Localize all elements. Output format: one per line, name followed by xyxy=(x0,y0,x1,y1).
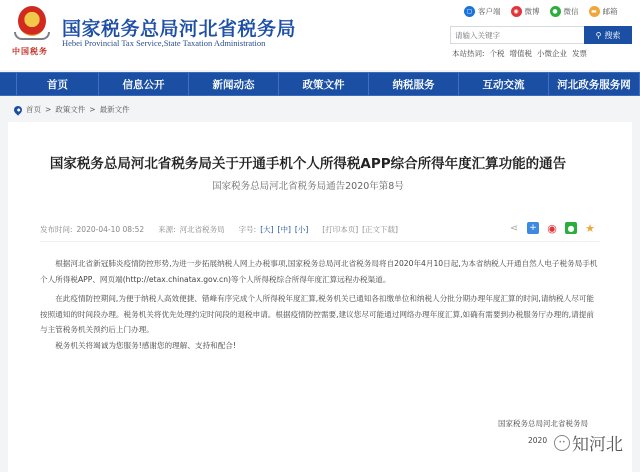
social-links xyxy=(464,6,618,17)
font-medium-button[interactable]: [中] xyxy=(277,225,291,234)
logo-script-text: 中国税务 xyxy=(12,46,48,56)
print-button[interactable]: [打印本页] xyxy=(322,225,359,234)
article-title: 国家税务总局河北省税务局关于开通手机个人所得税APP综合所得年度汇算功能的通告 xyxy=(49,156,567,172)
tax-emblem-logo[interactable] xyxy=(12,6,52,64)
signature-org: 国家税务总局河北省税务局 xyxy=(498,419,588,428)
main-nav xyxy=(0,72,640,96)
mail-icon: ▬ xyxy=(589,6,600,17)
nav-item-policy[interactable]: 政策文件 xyxy=(278,73,368,95)
site-title[interactable]: 国家税务总局河北省税务局 xyxy=(62,18,297,40)
search-input[interactable] xyxy=(450,26,584,44)
favorite-star-icon[interactable]: ★ xyxy=(585,221,595,235)
source-label: 来源: xyxy=(158,225,176,234)
signature-date: 2020 xyxy=(528,436,548,445)
breadcrumb-home[interactable]: 首页 xyxy=(26,105,41,114)
search-bar xyxy=(450,26,632,44)
source-value: 河北省税务局 xyxy=(179,225,225,234)
location-pin-icon xyxy=(12,104,23,115)
nav-item-news[interactable]: 新闻动态 xyxy=(188,73,278,95)
site-header xyxy=(0,0,640,70)
hot-keyword-link[interactable]: 发票 xyxy=(572,49,588,58)
publish-label: 发布时间: xyxy=(40,225,73,234)
breadcrumb-policy[interactable]: 政策文件 xyxy=(55,105,86,114)
paragraph: 根据河北省新冠肺炎疫情防控形势,为进一步拓展纳税人网上办税事项,国家税务总局河北省税务局将自2020年4月10日起,为本省纳税人开通自然人电子税务局手机个人所得税APP、网页端(http://etax.chinatax.gov.cn)等个人所得税综合所得年度汇算远程办税渠道。 xyxy=(40,259,598,284)
social-label: 客户端 xyxy=(478,7,501,16)
download-button[interactable]: [正文下载] xyxy=(362,225,398,234)
weibo-share-icon[interactable]: ◉ xyxy=(547,221,557,235)
nav-spacer xyxy=(0,73,16,95)
hot-keyword-link[interactable]: 个税 xyxy=(489,49,505,58)
social-wechat-link[interactable] xyxy=(550,6,579,17)
wechat-icon: ● xyxy=(550,6,561,17)
search-button-label: 搜索 xyxy=(604,30,621,40)
font-large-button[interactable]: [大] xyxy=(260,225,274,234)
wechat-share-icon[interactable]: ● xyxy=(565,222,577,234)
paragraph: 在此疫情防控期间,为便于纳税人高效便捷、错峰有序完成个人所得税年度汇算,税务机关已通知各扣缴单位和纳税人分批分期办理年度汇算的时间,请纳税人尽可能按照通知的时间段办理。税务机关将优先处理约定时间段的退税申请。根据疫情防控需要,建议您尽可能通过网络办理年度汇算,如确有需要到办税服务厅办理的,请提前与主管税务机关预约后上门办理。 xyxy=(40,294,594,334)
nav-item-tax-service[interactable]: 纳税服务 xyxy=(368,73,458,95)
site-subtitle: Hebei Provincial Tax Service,State Taxation Administration xyxy=(62,38,266,48)
nav-item-info[interactable]: 信息公开 xyxy=(98,73,188,95)
hot-keywords xyxy=(452,48,587,59)
search-button[interactable] xyxy=(584,26,632,44)
share-more-icon[interactable]: + xyxy=(527,222,539,234)
social-client-link[interactable] xyxy=(464,6,501,17)
article-body xyxy=(40,256,600,353)
nav-item-home[interactable]: 首页 xyxy=(16,73,98,95)
social-label: 微信 xyxy=(563,7,579,16)
font-size-label: 字号: xyxy=(238,225,257,234)
watermark xyxy=(554,430,623,455)
breadcrumb-separator: > xyxy=(89,105,96,114)
social-label: 微博 xyxy=(524,7,540,16)
share-bar xyxy=(508,222,600,234)
breadcrumb-separator: > xyxy=(45,105,52,114)
article-meta xyxy=(40,221,600,242)
share-icon[interactable]: ⋖ xyxy=(509,222,519,234)
watermark-text: 知河北 xyxy=(572,435,623,455)
hot-keyword-link[interactable]: 增值税 xyxy=(509,49,533,58)
watermark-face-icon: •• xyxy=(554,435,570,451)
weibo-icon: ◉ xyxy=(511,6,522,17)
search-icon: ⚲ xyxy=(595,30,602,40)
breadcrumb xyxy=(14,104,130,115)
social-mail-link[interactable] xyxy=(589,6,618,17)
nav-item-interaction[interactable]: 互动交流 xyxy=(458,73,548,95)
breadcrumb-latest[interactable]: 最新文件 xyxy=(99,105,130,114)
hot-keyword-link[interactable]: 小微企业 xyxy=(537,49,568,58)
social-label: 邮箱 xyxy=(602,7,618,16)
hot-keywords-label: 本站热词: xyxy=(452,49,485,58)
publish-time: 2020-04-10 08:52 xyxy=(76,225,145,234)
nav-item-hebei-gov[interactable]: 河北政务服务网 xyxy=(548,73,640,95)
app-client-icon: ▢ xyxy=(464,6,475,17)
social-weibo-link[interactable] xyxy=(511,6,540,17)
font-small-button[interactable]: [小] xyxy=(294,225,309,234)
article-doc-number: 国家税务总局河北省税务局通告2020年第8号 xyxy=(212,181,404,192)
article-panel xyxy=(8,122,632,472)
paragraph: 税务机关将竭诚为您服务!感谢您的理解、支持和配合! xyxy=(55,340,236,350)
emblem-band xyxy=(14,32,50,40)
